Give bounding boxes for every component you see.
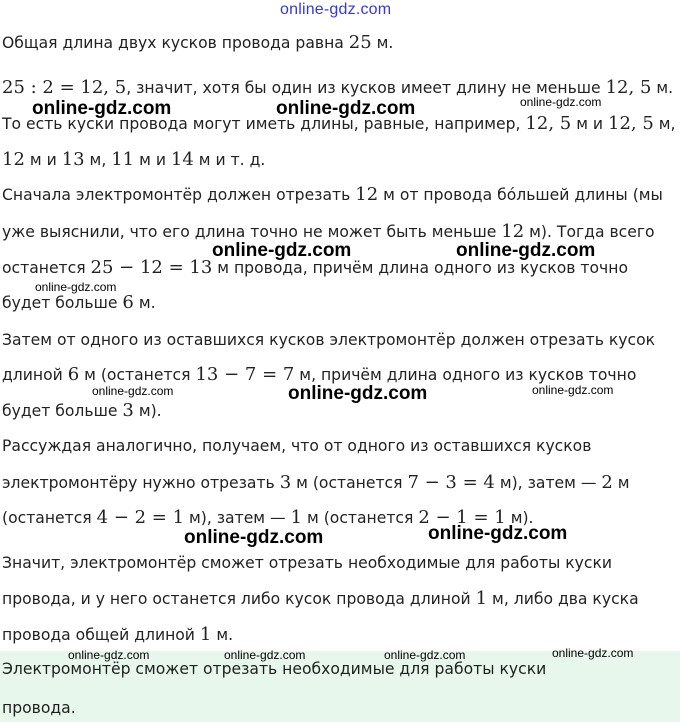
math-expression: 4 − 2 = 1 xyxy=(96,507,185,528)
text-fragment: (останется xyxy=(2,509,97,527)
text-fragment: длиной xyxy=(2,366,68,384)
solution-line xyxy=(2,365,636,385)
solution-line xyxy=(2,553,612,573)
solution-line xyxy=(2,330,655,350)
text-fragment: м провода, причём длина одного из кусков точно xyxy=(212,259,628,277)
text-fragment: уже выяснили, что его длина точно не может быть меньше xyxy=(2,223,502,241)
text-fragment: провода общей длиной xyxy=(2,626,200,644)
text-fragment: останется xyxy=(2,259,91,277)
text-fragment: электромонтёру нужно отрезать xyxy=(2,474,280,492)
text-fragment: м и xyxy=(24,151,62,169)
answer-line xyxy=(2,698,76,718)
watermark-text: online-gdz.com xyxy=(520,95,602,109)
text-fragment: Сначала электромонтёр должен отрезать xyxy=(2,186,356,204)
solution-line xyxy=(2,401,162,421)
math-expression: 25 : 2 = 12, 5 xyxy=(2,77,127,98)
text-fragment: провода, и у него останется либо кусок провода длиной xyxy=(2,590,476,608)
text-fragment: м). Тогда всего xyxy=(524,223,655,241)
text-fragment: м. xyxy=(371,34,394,52)
watermark-text: online-gdz.com xyxy=(288,383,428,404)
text-fragment: м (останется xyxy=(291,474,408,492)
watermark-text: online-gdz.com xyxy=(456,240,596,261)
answer-line xyxy=(2,659,546,679)
watermark-text: online-gdz.com xyxy=(384,648,466,662)
text-fragment: м. xyxy=(133,294,156,312)
math-expression: 2 xyxy=(601,472,613,493)
math-expression: 13 − 7 = 7 xyxy=(195,364,295,385)
solution-line xyxy=(2,185,663,205)
text-fragment: м, xyxy=(653,115,676,133)
math-expression: 12 xyxy=(2,149,25,170)
math-expression: 3 xyxy=(122,400,134,421)
watermark-text: online-gdz.com xyxy=(224,648,306,662)
math-expression: 1 xyxy=(199,624,212,645)
text-fragment: м (останется xyxy=(79,366,196,384)
math-expression: 1 xyxy=(475,588,488,609)
text-fragment: То есть куски провода могут иметь длины, равные, например, xyxy=(2,115,526,133)
watermark-text: online-gdz.com xyxy=(532,383,614,397)
math-expression: 25 − 12 = 13 xyxy=(90,257,213,278)
watermark-text: online-gdz.com xyxy=(92,384,174,398)
text-fragment: будет больше xyxy=(2,294,123,312)
solution-line xyxy=(2,625,233,645)
math-expression: 6 xyxy=(67,364,80,385)
math-expression: 11 xyxy=(111,149,135,170)
math-expression: 2 − 1 = 1 xyxy=(418,507,506,528)
text-fragment: провода. xyxy=(2,699,76,717)
text-fragment: Общая длина двух кусков провода равна xyxy=(2,34,349,52)
watermark-text: online-gdz.com xyxy=(428,523,568,544)
solution-line xyxy=(2,473,630,493)
watermark-text: online-gdz.com xyxy=(212,240,352,261)
math-expression: 14 xyxy=(170,149,194,170)
watermark-text: online-gdz.com xyxy=(32,98,172,119)
solution-line xyxy=(2,33,393,53)
math-expression: 12, 5 xyxy=(525,113,572,134)
math-expression: 25 xyxy=(348,32,372,53)
text-fragment: м xyxy=(612,474,630,492)
text-fragment: м, причём длина одного из кусков точно xyxy=(294,366,637,384)
math-expression: 12, 5 xyxy=(605,77,652,98)
text-fragment: Рассуждая аналогично, получаем, что от одного из оставшихся кусков xyxy=(2,437,592,455)
text-fragment: , значит, хотя бы один из кусков имеет длину не меньше xyxy=(126,79,606,97)
text-fragment: м), затем — xyxy=(184,509,291,527)
math-expression: 13 xyxy=(61,149,85,170)
watermark-text: online-gdz.com xyxy=(184,527,324,548)
math-expression: 12 xyxy=(501,221,525,242)
watermark-text: online-gdz.com xyxy=(552,646,634,660)
math-expression: 1 xyxy=(290,507,303,528)
text-fragment: м. xyxy=(211,626,234,644)
text-fragment: м (останется xyxy=(302,509,419,527)
solution-line xyxy=(2,293,156,313)
math-expression: 3 xyxy=(279,472,292,493)
math-expression: 6 xyxy=(122,292,134,313)
math-expression: 7 − 3 = 4 xyxy=(407,472,495,493)
text-fragment: м. xyxy=(651,79,674,97)
text-fragment: м, xyxy=(84,151,112,169)
text-fragment: будет больше xyxy=(2,402,123,420)
watermark-text: online-gdz.com xyxy=(276,98,416,119)
solution-line xyxy=(2,222,655,242)
text-fragment: Затем от одного из оставшихся кусков электромонтёр должен отрезать кусок xyxy=(2,331,656,349)
text-fragment: м от провода бóльшей длины (мы xyxy=(378,186,663,204)
text-fragment: м). xyxy=(505,509,534,527)
solution-line xyxy=(2,589,639,609)
text-fragment: м, либо два куска xyxy=(487,590,639,608)
text-fragment: м и xyxy=(134,151,171,169)
text-fragment: м и xyxy=(571,115,609,133)
text-fragment: м и т. д. xyxy=(193,151,266,169)
solution-line xyxy=(2,150,265,170)
text-fragment: Значит, электромонтёр сможет отрезать необходимые для работы куски xyxy=(2,554,613,572)
math-expression: 12 xyxy=(355,184,379,205)
text-fragment: м). xyxy=(133,402,162,420)
watermark-text: online-gdz.com xyxy=(68,648,150,662)
text-fragment: Электромонтёр сможет отрезать необходимые для работы куски xyxy=(2,660,547,678)
text-fragment: м), затем — xyxy=(494,474,602,492)
watermark-text: online-gdz.com xyxy=(35,280,117,294)
solution-line xyxy=(2,436,591,456)
watermark-text: online-gdz.com xyxy=(280,1,392,18)
math-expression: 12, 5 xyxy=(608,113,654,134)
